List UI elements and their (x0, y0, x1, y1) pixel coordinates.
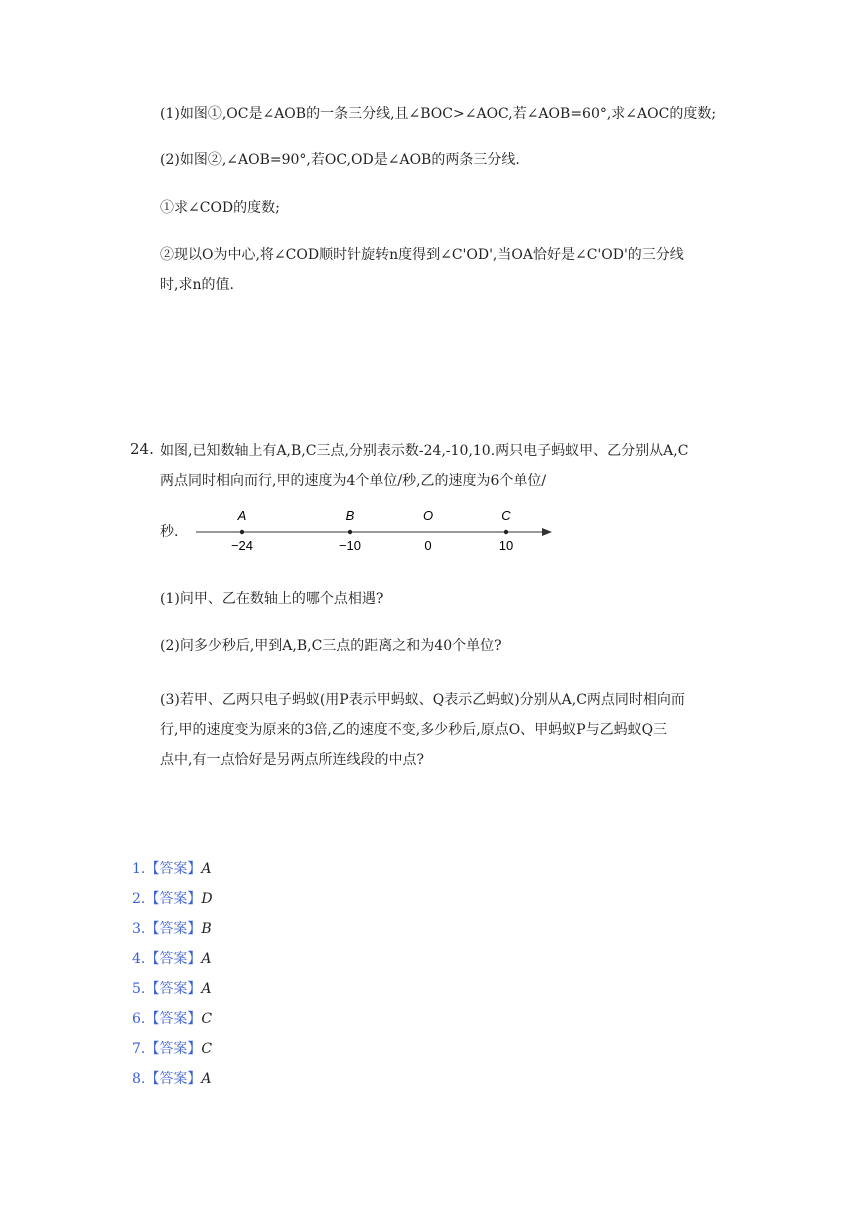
point-a (231, 508, 253, 553)
q24-part1: (1)问甲、乙在数轴上的哪个点相遇? (160, 591, 384, 607)
point-o (423, 508, 433, 553)
point-c-label: C (501, 508, 511, 523)
point-b-value: −10 (338, 538, 362, 553)
number-line-arrow (542, 528, 552, 536)
answer-item: 5.【答案】A (132, 981, 212, 997)
point-b (339, 508, 361, 553)
q23-part2: (2)如图②,∠AOB=90°,若OC,OD是∠AOB的两条三分线. (160, 152, 520, 168)
answer-item: 1.【答案】A (132, 861, 212, 877)
answer-item: 8.【答案】A (132, 1071, 212, 1087)
answer-item: 4.【答案】A (132, 951, 212, 967)
point-a-label: A (237, 508, 247, 523)
number-line-figure (190, 502, 570, 562)
point-a-value: −24 (230, 538, 254, 553)
point-c-value: 10 (498, 538, 514, 553)
q23-part2-sub2-line2: 时,求n的值. (160, 277, 234, 293)
point-b-label: B (345, 508, 355, 523)
q24-part3-line3: 点中,有一点恰好是另两点所连线段的中点? (160, 752, 424, 768)
q23-part2-sub2-line1: ②现以O为中心,将∠COD顺时针旋转n度得到∠C'OD',当OA恰好是∠C'OD'的三分线 (160, 247, 684, 263)
q23-part1: (1)如图①,OC是∠AOB的一条三分线,且∠BOC>∠AOC,若∠AOB=60°,求∠AOC的度数; (160, 106, 717, 122)
q24-stem-line2: 两点同时相向而行,甲的速度为4个单位/秒,乙的速度为6个单位/ (160, 473, 547, 489)
answer-item: 7.【答案】C (132, 1041, 213, 1057)
q24-number: 24. (130, 440, 154, 458)
q24-part3-line2: 行,甲的速度变为原来的3倍,乙的速度不变,多少秒后,原点O、甲蚂蚁P与乙蚂蚁Q三 (160, 722, 668, 738)
q24-part2: (2)问多少秒后,甲到A,B,C三点的距离之和为40个单位? (160, 638, 502, 654)
point-o-label: O (422, 508, 434, 523)
point-c (499, 508, 513, 553)
q24-stem-line1: 如图,已知数轴上有A,B,C三点,分别表示数-24,-10,10.两只电子蚂蚁甲、乙分别从A,C (160, 443, 689, 459)
point-o-value: 0 (424, 538, 432, 553)
q24-stem-line3: 秒. (160, 524, 179, 540)
answer-item: 6.【答案】C (132, 1011, 213, 1027)
q23-part2-sub1: ①求∠COD的度数; (160, 200, 280, 216)
answer-item: 3.【答案】B (132, 921, 212, 937)
q24-part3-line1: (3)若甲、乙两只电子蚂蚁(用P表示甲蚂蚁、Q表示乙蚂蚁)分别从A,C两点同时相向而 (160, 692, 685, 708)
answer-item: 2.【答案】D (132, 891, 213, 907)
